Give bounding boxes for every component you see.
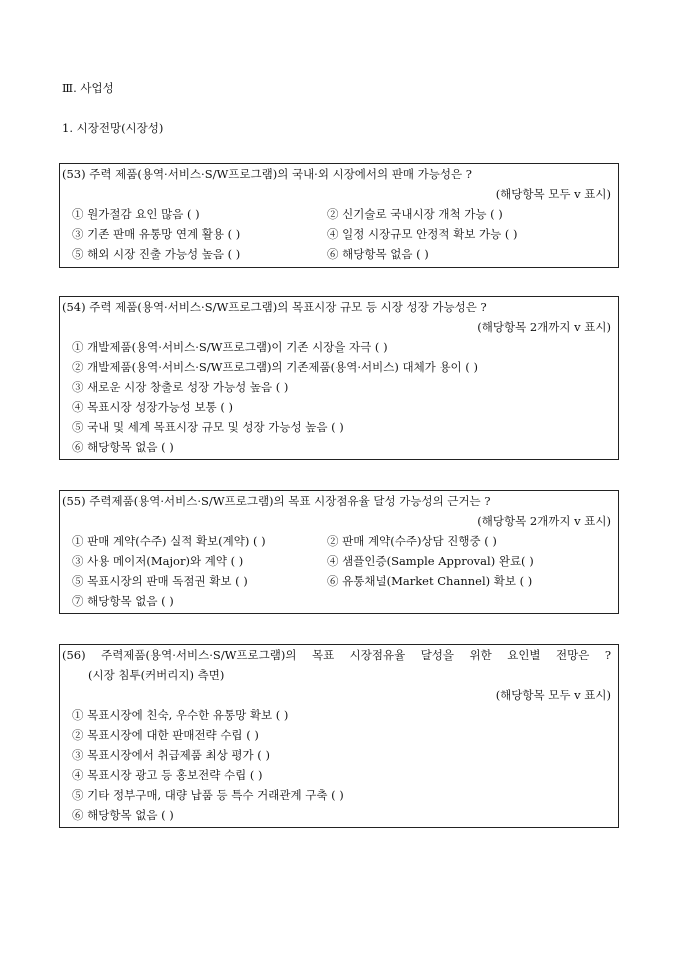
option-item[interactable]: ② 목표시장에 대한 판매전략 수립 ( ) bbox=[72, 728, 259, 742]
option-item[interactable]: ⑤ 기타 정부구매, 대량 납품 등 특수 거래관계 구축 ( ) bbox=[72, 788, 344, 802]
option-item[interactable]: ① 목표시장에 친숙, 우수한 유통망 확보 ( ) bbox=[72, 708, 289, 722]
question-53-title: (53) 주력 제품(용역·서비스·S/W프로그램)의 국내·외 시장에서의 판매 가능성은 ? bbox=[62, 167, 472, 181]
option-item[interactable]: ③ 새로운 시장 창출로 성장 가능성 높음 ( ) bbox=[72, 380, 289, 394]
option-item[interactable]: ③ 기존 판매 유통망 연계 활용 ( ) bbox=[72, 227, 241, 241]
option-item[interactable]: ⑦ 해당항목 없음 ( ) bbox=[72, 594, 174, 608]
question-56-title: (56) 주력제품(용역·서비스·S/W프로그램)의 목표 시장점유율 달성을 위한 요인별 전망은 ? bbox=[62, 648, 611, 662]
question-54-note: (해당항목 2개까지 v 표시) bbox=[477, 320, 611, 334]
option-item[interactable]: ② 신기술로 국내시장 개척 가능 ( ) bbox=[327, 207, 503, 221]
question-56-box bbox=[59, 644, 619, 828]
option-row bbox=[62, 204, 611, 224]
option-item[interactable]: ⑤ 국내 및 세계 목표시장 규모 및 성장 가능성 높음 ( ) bbox=[72, 420, 344, 434]
question-56-note: (해당항목 모두 v 표시) bbox=[495, 688, 611, 702]
option-row bbox=[62, 531, 611, 551]
option-item[interactable]: ③ 목표시장에서 취급제품 최상 평가 ( ) bbox=[72, 748, 270, 762]
question-55-note: (해당항목 2개까지 v 표시) bbox=[477, 514, 611, 528]
question-55-box bbox=[59, 490, 619, 614]
option-item[interactable]: ② 개발제품(용역·서비스·S/W프로그램)의 기존제품(용역·서비스) 대체가 용이 ( ) bbox=[72, 360, 478, 374]
option-item[interactable]: ① 판매 계약(수주) 실적 확보(계약) ( ) bbox=[72, 534, 266, 548]
option-item[interactable]: ⑤ 목표시장의 판매 독점권 확보 ( ) bbox=[72, 574, 248, 588]
option-item[interactable]: ④ 일정 시장규모 안정적 확보 가능 ( ) bbox=[327, 227, 518, 241]
question-53-box bbox=[59, 163, 619, 268]
question-56-title-cont: (시장 침투(커버리지) 측면) bbox=[88, 668, 225, 682]
option-item[interactable]: ③ 사용 메이저(Major)와 계약 ( ) bbox=[72, 554, 244, 568]
question-55-title: (55) 주력제품(용역·서비스·S/W프로그램)의 목표 시장점유율 달성 가능성의 근거는 ? bbox=[62, 494, 491, 508]
option-item[interactable]: ⑥ 해당항목 없음 ( ) bbox=[327, 247, 429, 261]
subsection-title: 1. 시장전망(시장성) bbox=[62, 121, 164, 135]
option-item[interactable]: ⑥ 유통채널(Market Channel) 확보 ( ) bbox=[327, 574, 533, 588]
question-53-note: (해당항목 모두 v 표시) bbox=[495, 187, 611, 201]
option-row bbox=[62, 571, 611, 591]
option-item[interactable]: ④ 목표시장 광고 등 홍보전략 수립 ( ) bbox=[72, 768, 263, 782]
question-54-title: (54) 주력 제품(용역·서비스·S/W프로그램)의 목표시장 규모 등 시장 성장 가능성은 ? bbox=[62, 300, 487, 314]
option-item[interactable]: ⑤ 해외 시장 진출 가능성 높음 ( ) bbox=[72, 247, 241, 261]
option-row bbox=[62, 224, 611, 244]
option-item[interactable]: ① 원가절감 요인 많음 ( ) bbox=[72, 207, 200, 221]
option-item[interactable]: ⑥ 해당항목 없음 ( ) bbox=[72, 440, 174, 454]
option-item[interactable]: ④ 목표시장 성장가능성 보통 ( ) bbox=[72, 400, 233, 414]
option-item[interactable]: ② 판매 계약(수주)상담 진행중 ( ) bbox=[327, 534, 497, 548]
option-item[interactable]: ⑥ 해당항목 없음 ( ) bbox=[72, 808, 174, 822]
question-54-box bbox=[59, 296, 619, 460]
option-row bbox=[62, 551, 611, 571]
option-item[interactable]: ④ 샘플인증(Sample Approval) 완료( ) bbox=[327, 554, 534, 568]
option-item[interactable]: ① 개발제품(용역·서비스·S/W프로그램)이 기존 시장을 자극 ( ) bbox=[72, 340, 388, 354]
section-title: Ⅲ. 사업성 bbox=[62, 81, 114, 95]
option-row bbox=[62, 244, 611, 264]
